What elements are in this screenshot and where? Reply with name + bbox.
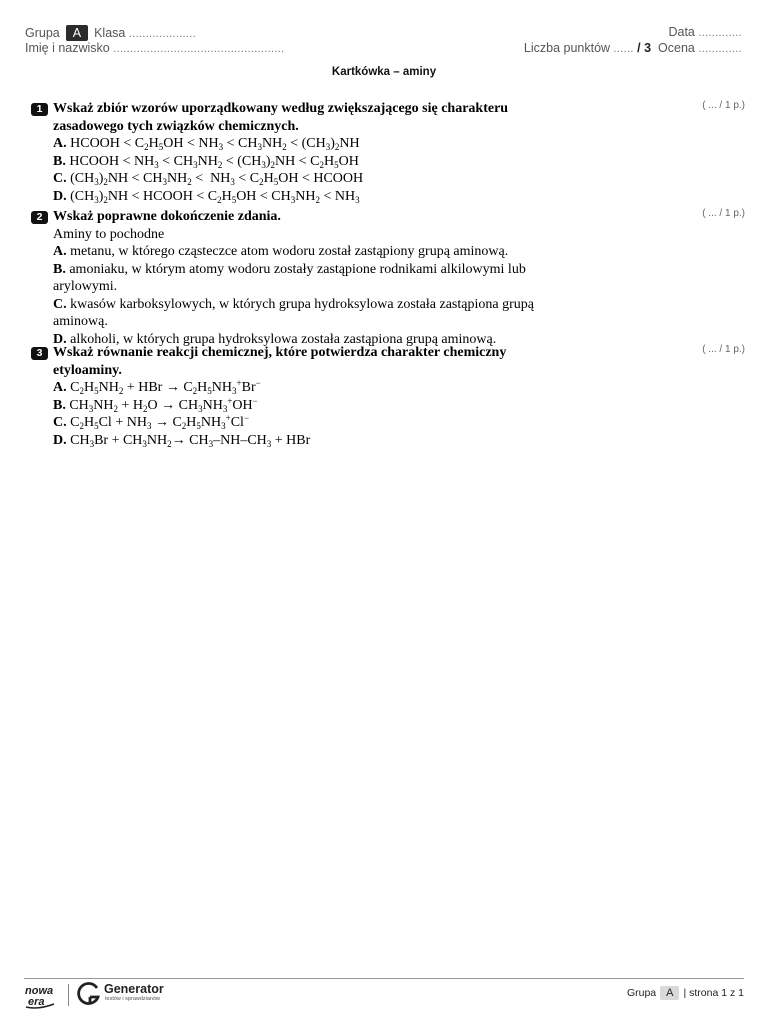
- answer-d[interactable]: D. $(CH_3)_2NH$ < HCOOH < $C_2H_5OH < CH_3NH_2 < NH_3$: [53, 188, 360, 205]
- group-class-line: [25, 25, 196, 41]
- grade-field[interactable]: .............: [698, 43, 742, 55]
- question-stem: Wskaż zbiór wzorów uporządkowany według zwiększającego się charakteru zasadowego tych związków chemicznych.: [53, 101, 509, 134]
- question-number: 3: [31, 347, 48, 360]
- answer-d[interactable]: D. $CH_3Br + CH_3NH_2\to CH_3-NH-CH_3$ + HBr: [53, 432, 311, 449]
- question-body: [53, 208, 563, 348]
- group-badge: A: [66, 25, 88, 41]
- svg-text:nowa: nowa: [25, 985, 54, 997]
- page-title: Kartkówka – aminy: [331, 66, 437, 78]
- question-number: 1: [31, 103, 48, 116]
- answer-c[interactable]: C. $(CH_3)_2NH < CH_3NH_2 < NH_3 < C_2H_5OH$ < HCOOH: [53, 171, 364, 187]
- answer-c[interactable]: C. kwasów karboksylowych, w których grupa hydroksylowa została zastąpiona grupą aminową.: [53, 296, 534, 329]
- question-number: 2: [31, 211, 48, 224]
- answer-a[interactable]: A. HCOOH < $C_2H_5OH < NH_3 < CH_3NH_2 < (CH_3)_2NH$: [53, 136, 360, 152]
- name-label: Imię i nazwisko: [25, 41, 110, 55]
- class-field[interactable]: ....................: [128, 28, 196, 40]
- group-label: Grupa: [25, 26, 60, 40]
- date-field[interactable]: .............: [698, 27, 742, 39]
- generator-subtitle: testów i sprawdzianów: [105, 996, 161, 1002]
- answer-c[interactable]: C. $C_2H_5Cl + NH_3 \to C_2H_5NH_3^+Cl^-$: [53, 413, 250, 431]
- question-lead: Aminy to pochodne: [53, 226, 165, 242]
- answer-d[interactable]: D. alkoholi, w których grupa hydroksylowa została zastąpiona grupą aminową.: [53, 331, 497, 347]
- question-stem: Wskaż równanie reakcji chemicznej, które potwierdza charakter chemiczny etyloaminy.: [53, 345, 507, 378]
- answer-b[interactable]: B. HCOOH < $NH_3 < CH_3NH_2 < (CH_3)_2NH < C_2H_5OH$: [53, 153, 359, 170]
- footer-page-info: [627, 986, 744, 1000]
- question-body: [53, 344, 563, 449]
- footer-group-badge: A: [660, 986, 679, 1000]
- footer-group-label: Grupa: [626, 987, 657, 999]
- footer-separator: [68, 984, 69, 1006]
- answer-b[interactable]: B. $CH_3NH_2 + H_2O \to CH_3NH_3^+OH^-$: [53, 395, 258, 414]
- grade-label: Ocena: [658, 41, 695, 55]
- nowa-era-logo: [24, 983, 64, 1009]
- name-line: [25, 41, 284, 55]
- question-points: ( ... / 1 p.): [702, 208, 745, 219]
- answer-a[interactable]: A. metanu, w którego cząsteczce atom wodoru został zastąpiony grupą aminową.: [53, 244, 509, 259]
- question-body: [53, 100, 563, 205]
- footer-divider: [24, 978, 744, 979]
- date-label: Data: [668, 25, 695, 39]
- page-number: | strona 1 z 1: [683, 987, 744, 999]
- class-label: Klasa: [94, 26, 126, 40]
- svg-text:era: era: [28, 996, 45, 1008]
- points-field[interactable]: ......: [613, 43, 634, 55]
- answer-a[interactable]: A. $C_2H_5NH_2$ + HBr → $C_2H_5NH_3^+Br^-$: [53, 378, 261, 396]
- generator-name: Generator: [104, 982, 164, 996]
- generator-logo-icon: [77, 982, 101, 1006]
- answer-b[interactable]: B. amoniaku, w którym atomy wodoru zostały zastąpione rodnikami alkilowymi lub arylowymi.: [53, 261, 526, 294]
- name-field[interactable]: ...................................................: [113, 43, 285, 55]
- question-points: ( ... / 1 p.): [702, 100, 745, 111]
- question-points: ( ... / 1 p.): [702, 344, 745, 355]
- question-stem: Wskaż poprawne dokończenie zdania.: [53, 209, 281, 224]
- score-line: [524, 41, 742, 55]
- date-line: [668, 25, 742, 39]
- points-label: Liczba punktów: [523, 41, 611, 55]
- points-max: / 3: [637, 41, 652, 55]
